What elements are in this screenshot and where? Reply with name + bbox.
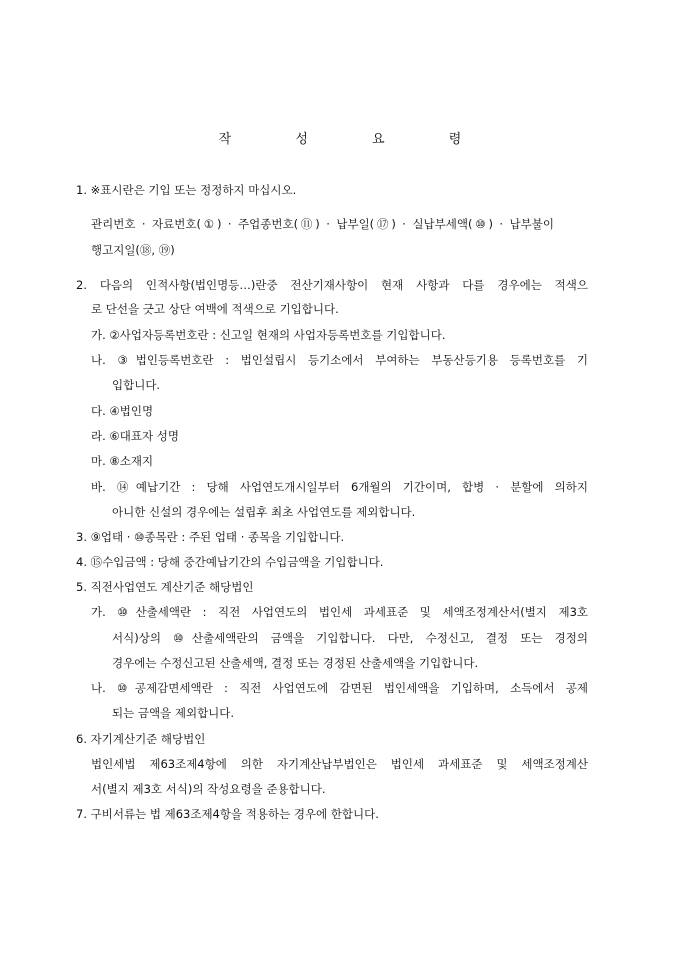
item-3: 3. ⑨업태 · ⑩종목란 : 주된 업태 · 종목을 기입합니다.: [76, 530, 345, 544]
item-5-ga-line-1: 가. ⑩산출세액란 : 직전 사업연도의 법인세 과세표준 및 세액조정계산서(별지 제3호: [91, 605, 588, 619]
item-2-da: 다. ④법인명: [91, 404, 154, 418]
item-2-na-line-2: 입합니다.: [112, 378, 161, 392]
item-2-line-1: 2. 다음의 인적사항(법인명등…)란중 전산기재사항이 현재 사항과 다를 경우에는 적색으: [76, 278, 588, 292]
item-1-line-2: 행고지일(⑱, ⑲): [91, 243, 175, 257]
item-5-na-line-2: 되는 금액을 제외합니다.: [112, 706, 235, 720]
item-6-line-1: 법인세법 제63조제4항에 의한 자기계산납부법인은 법인세 과세표준 및 세액조정계산: [91, 757, 588, 771]
item-5-ga-line-2: 서식)상의 ⑩산출세액란의 금액을 기입합니다. 다만, 수정신고, 결정 또는 경정의: [112, 631, 588, 645]
item-6-line-2: 서(별지 제3호 서식)의 작성요령을 준용합니다.: [91, 782, 326, 796]
item-4: 4. ⑮수입금액 : 당해 중간예납기간의 수입금액을 기입합니다.: [76, 555, 384, 569]
page-title: 작 성 요 령: [218, 132, 492, 147]
item-2-ba-line-2: 아니한 신설의 경우에는 설립후 최초 사업연도를 제외합니다.: [112, 505, 416, 519]
item-2-ra: 라. ⑥대표자 성명: [91, 429, 179, 443]
item-1-heading: 1. ※표시란은 기입 또는 정정하지 마십시오.: [76, 183, 297, 197]
item-5-ga-line-3: 경우에는 수정신고된 산출세액, 결정 또는 경정된 산출세액을 기입합니다.: [112, 656, 479, 670]
item-1-line-1: 관리번호 · 자료번호(①) · 주업종번호(⑪) · 납부일(⑰) · 실납부세액(⑩) · 납부불이: [91, 217, 554, 231]
item-2-na-line-1: 나. ③법인등록번호란 : 법인설립시 등기소에서 부여하는 부동산등기용 등록번호를 기: [91, 353, 588, 367]
item-2-ga: 가. ②사업자등록번호란 : 신고일 현재의 사업자등록번호를 기입합니다.: [91, 328, 446, 342]
item-7: 7. 구비서류는 법 제63조제4항을 적용하는 경우에 한합니다.: [76, 807, 379, 821]
item-2-line-2: 로 단선을 긋고 상단 여백에 적색으로 기입합니다.: [91, 302, 339, 316]
item-2-ba-line-1: 바. ⑭예납기간 : 당해 사업연도개시일부터 6개월의 기간이며, 합병 · 분할에 의하지: [91, 480, 588, 494]
item-5-heading: 5. 직전사업연도 계산기준 해당법인: [76, 580, 254, 594]
item-6-heading: 6. 자기계산기준 해당법인: [76, 732, 206, 746]
item-5-na-line-1: 나. ⑩공제감면세액란 : 직전 사업연도에 감면된 법인세액을 기입하며, 소득에서 공제: [91, 681, 588, 695]
item-2-ma: 마. ⑧소재지: [91, 454, 154, 468]
